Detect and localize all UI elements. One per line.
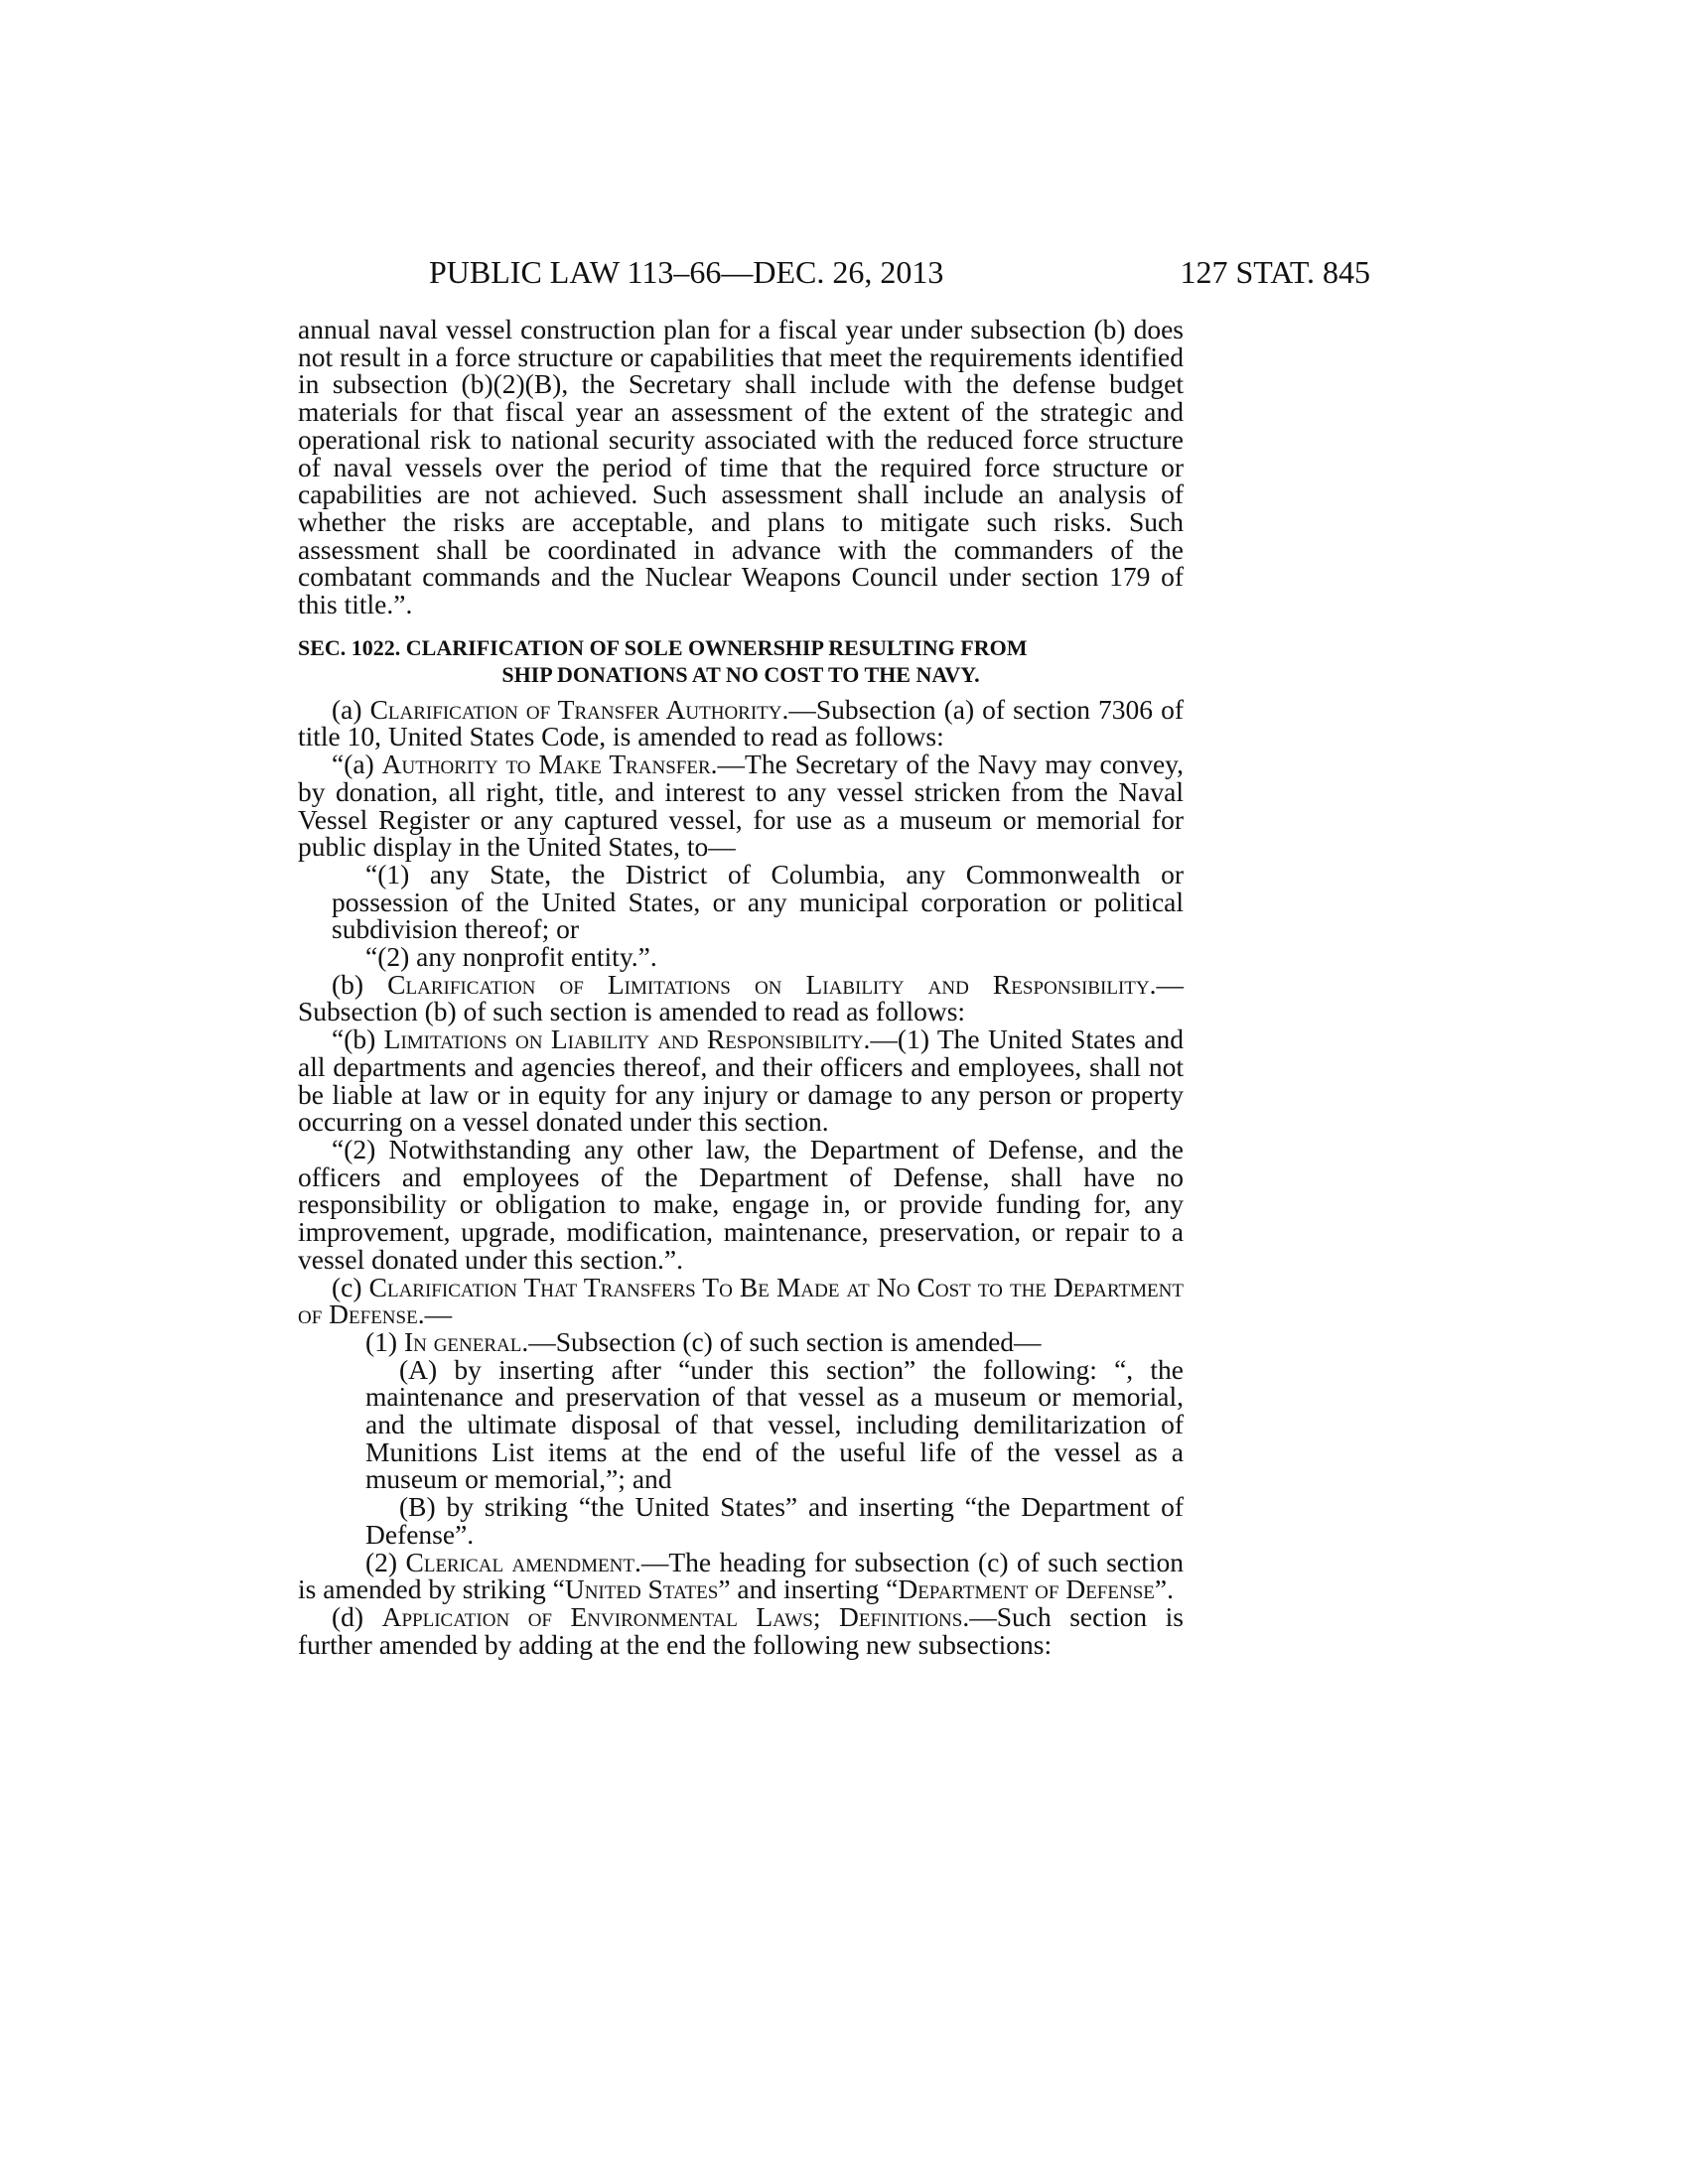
subparagraph-c1-B: (B) by striking “the United States” and inserting “the Department of Defense”. <box>365 1491 1184 1550</box>
running-head-title: PUBLIC LAW 113–66—DEC. 26, 2013 <box>429 254 944 290</box>
subparagraph-c1-A: (A) by inserting after “under this section” the following: “, the maintenance and preservation of that vessel as a museum or memorial, and the ultimate disposal of that vessel, including demilitarization of Munitions List items at the end of the useful life of the vessel as a museum or memorial,”; and <box>365 1353 1184 1495</box>
quoted-subsection-a-caption: Authority to Make Transfer. <box>381 749 718 780</box>
paragraph-c2 <box>298 1546 1184 1605</box>
document-body <box>298 316 1184 1658</box>
subsection-b-text: —Subsection (b) of such section is amended to read as follows: <box>298 968 1184 1027</box>
intro-paragraph: annual naval vessel construction plan for a fiscal year under subsection (b) does not result in a force structure or capabilities that meet the requirements identified in subsection (b)(2)(B), the Secretary shall include with the defense budget materials for that fiscal year an assessment of the extent of the strategic and operational risk to national security associated with the reduced force structure of naval vessels over the period of time that the required force structure or capabilities are not achieved. Such assessment shall include an analysis of whether the risks are acceptable, and plans to mitigate such risks. Such assessment shall be coordinated in advance with the commanders of the combatant commands and the Nuclear Weapons Council under section 179 of this title.”. <box>298 314 1184 620</box>
subsection-a-caption: Clarification of Transfer Authority. <box>369 693 789 725</box>
paragraph-c2-text2: ” and inserting “ <box>718 1573 899 1605</box>
quoted-subsection-b-caption: Limitations on Liability and Responsibility. <box>383 1024 871 1055</box>
paragraph-c1-text: —Subsection (c) of such section is amended— <box>528 1325 1042 1357</box>
paragraph-c2-caption: Clerical amendment. <box>405 1546 641 1577</box>
quoted-subsection-a-text: —The Secretary of the Navy may convey, by donation, all right, title, and interest to any vessel stricken from the Naval Vessel Register or any captured vessel, for use as a museum or memorial for public display in the United States, to— <box>298 749 1184 863</box>
subsection-a-label: (a) <box>332 693 370 725</box>
quoted-subsection-b1 <box>298 1025 1184 1136</box>
quoted-subsection-a-label: “(a) <box>332 749 382 780</box>
paragraph-c1 <box>298 1325 1184 1357</box>
paragraph-c2-text3: ”. <box>1154 1573 1174 1605</box>
section-heading-line2: SHIP DONATIONS AT NO COST TO THE NAVY. <box>501 661 980 687</box>
section-heading <box>298 634 1184 688</box>
quoted-subsection-b-label: “(b) <box>332 1024 384 1055</box>
subsection-d <box>298 1600 1184 1660</box>
paragraph-c2-text1: —The heading for subsection (c) of such section is amended by striking “ <box>298 1546 1184 1605</box>
paragraph-c1-label: (1) <box>365 1325 404 1357</box>
quoted-subsection-b-text: —(1) The United States and all departments and agencies thereof, and their officers and employees, shall not be liable at law or in equity for any injury or damage to any person or property occurring on a vessel donated under this section. <box>298 1024 1184 1138</box>
subsection-c-text: — <box>424 1298 453 1330</box>
subsection-b-caption: Clarification of Limitations on Liability and Responsibility. <box>387 968 1157 1000</box>
subsection-a-text: —Subsection (a) of section 7306 of title 10, United States Code, is amended to read as follows: <box>298 693 1185 752</box>
quoted-subsection-a <box>298 751 1184 861</box>
subsection-a <box>298 693 1185 752</box>
paragraph-c2-struck-heading: United States <box>564 1573 719 1605</box>
running-header <box>298 254 1370 294</box>
quoted-subsection-b2: “(2) Notwithstanding any other law, the Department of Defense, and the officers and employees of the Department of Defense, shall have no responsibility or obligation to make, engage in, or provide funding for, any improvement, upgrade, modification, maintenance, preservation, or repair to a vessel donated under this section.”. <box>298 1133 1184 1275</box>
quoted-paragraph-a1: “(1) any State, the District of Columbia, any Commonwealth or possession of the United States, or any municipal corporation or political subdivision thereof; or <box>332 858 1184 945</box>
paragraph-c1-caption: In general. <box>403 1325 529 1357</box>
subsection-d-text: —Such section is further amended by adding at the end the following new subsections: <box>298 1600 1184 1660</box>
paragraph-c2-inserted-heading: Department of Defense <box>898 1573 1155 1605</box>
subsection-c-caption: Clarification That Transfers To Be Made at No Cost to the Department of Defense. <box>298 1271 1184 1330</box>
paragraph-c2-label: (2) <box>365 1546 406 1577</box>
subsection-b <box>298 968 1184 1027</box>
subsection-d-label: (d) <box>332 1600 382 1632</box>
subsection-c <box>298 1271 1184 1330</box>
subsection-c-label: (c) <box>332 1271 369 1302</box>
section-heading-line1: SEC. 1022. CLARIFICATION OF SOLE OWNERSHIP RESULTING FROM <box>298 634 1028 660</box>
subsection-b-label: (b) <box>332 968 388 1000</box>
page-number: 127 STAT. 845 <box>1180 254 1370 290</box>
quoted-paragraph-a2: “(2) any nonprofit entity.”. <box>365 941 657 973</box>
subsection-d-caption: Application of Environmental Laws; Definitions. <box>381 1600 970 1632</box>
